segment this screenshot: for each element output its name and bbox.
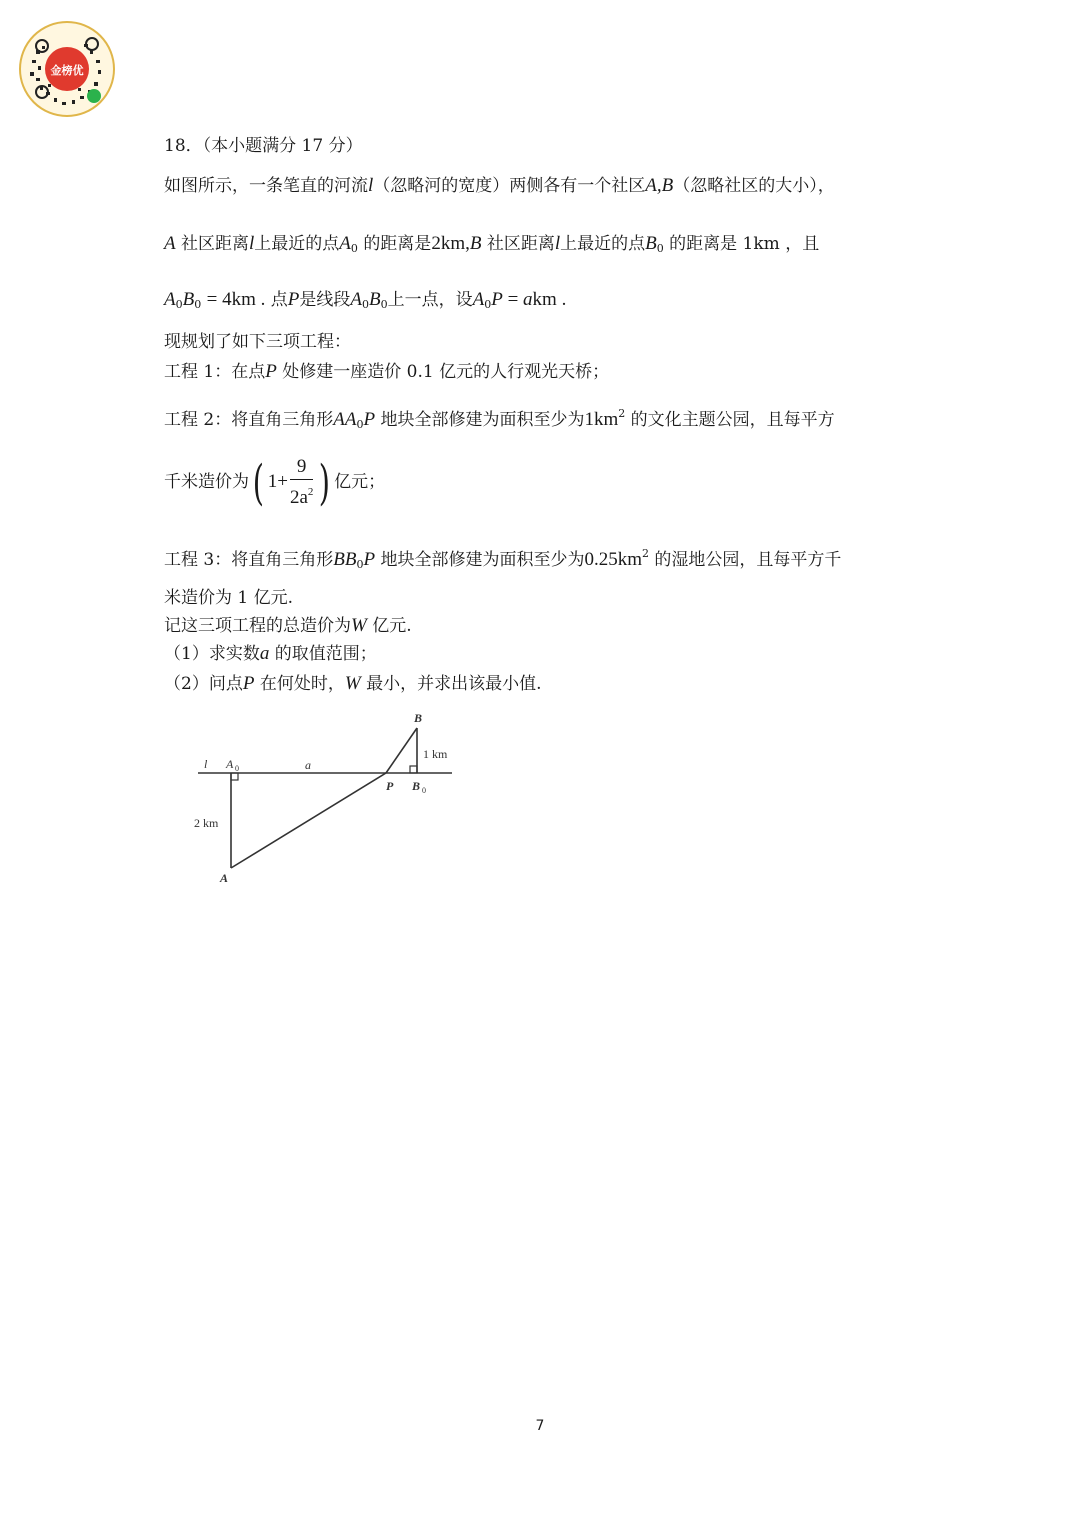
label-A: A	[220, 871, 229, 885]
label-1km: 1 km	[423, 747, 448, 761]
para-7: 千米造价为( 1+ $\frac{9}{2a^2}$ ) 亿元；	[164, 454, 386, 511]
para-1: 如图所示，一条笔直的河流l（忽略河的宽度）两侧各有一个社区A,B（忽略社区的大小），	[164, 175, 835, 196]
label-B: B	[414, 711, 423, 725]
para-5: 工程 1：在点P 处修建一座造价 0.1 亿元的人行观光天桥；	[164, 361, 610, 382]
segment-A-P	[231, 773, 386, 868]
para-3: $A_0B_0 = 4km$ . 点P是线段$A_0B_0$上一点，设$A_0P$ = akm .	[164, 289, 567, 311]
right-angle-A0	[231, 773, 238, 780]
para-8: 工程 3：将直角三角形$BB_0P$ 地块全部修建为面积至少为$0.25km^2$ 的湿地公园，且每平方千	[164, 547, 842, 571]
label-A0-sub: 0	[235, 764, 239, 773]
label-P: P	[386, 779, 394, 793]
para-10: 记这三项工程的总造价为W 亿元.	[164, 615, 412, 636]
right-angle-B0	[410, 766, 417, 773]
question-2: （2）问点P 在何处时，W 最小，并求出该最小值.	[164, 673, 542, 694]
label-B0-sub: 0	[422, 786, 426, 795]
svg-text:金榜优: 金榜优	[50, 64, 84, 77]
para-6: 工程 2：将直角三角形$AA_0P$ 地块全部修建为面积至少为$1km^2$ 的文化主题公园，且每平方	[164, 407, 835, 431]
jinbangyou-logo	[18, 20, 116, 118]
fraction: $\frac{9}{2a^2}$	[289, 456, 314, 508]
label-A0: A	[226, 757, 234, 771]
label-a: a	[305, 758, 311, 772]
para-9: 米造价为 1 亿元.	[164, 588, 294, 608]
para-2: A 社区距离l上最近的点$A_0$ 的距离是2km,B 社区距离l上最近的点$B_0$ 的距离是 1km ，且	[164, 233, 820, 255]
para-4: 现规划了如下三项工程：	[164, 332, 351, 352]
question-1: （1）求实数a 的取值范围；	[164, 643, 377, 664]
label-2km: 2 km	[194, 816, 219, 830]
label-B0: B	[412, 779, 421, 793]
geometry-diagram	[190, 706, 460, 890]
page-number: 7	[535, 1418, 545, 1434]
problem-header: 18．（本小题满分 17 分）	[164, 136, 363, 156]
label-l: l	[204, 757, 208, 771]
